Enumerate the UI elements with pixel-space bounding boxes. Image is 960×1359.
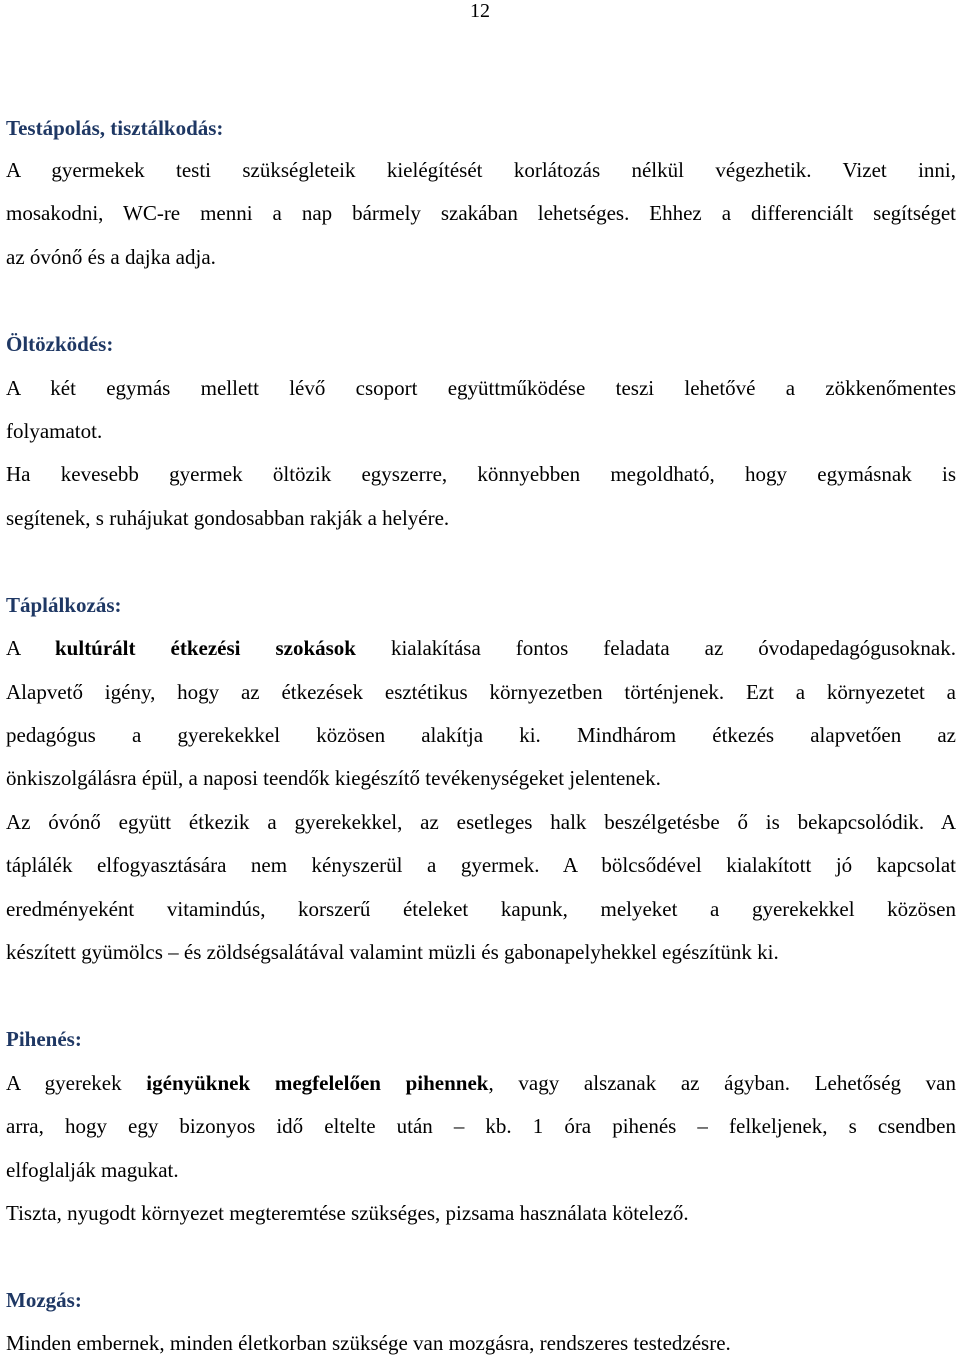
section-title-pihenes: Pihenés:	[6, 1027, 82, 1051]
text-segment: A	[6, 636, 55, 660]
paragraph-line: folyamatot.	[6, 419, 103, 443]
paragraph-line: pedagógus a gyerekekkel közösen alakítja ki. Mindhárom étkezés alapvetően az	[6, 723, 956, 747]
paragraph-line: eredményeként vitamindús, korszerű ételeket kapunk, melyeket a gyerekekkel közösen	[6, 897, 956, 921]
paragraph-line: Ha kevesebb gyermek öltözik egyszerre, könnyebben megoldható, hogy egymásnak is	[6, 462, 956, 486]
section-title-testapolas: Testápolás, tisztálkodás:	[6, 116, 224, 140]
text-segment: kialakítása fontos feladata az óvodapedagógusoknak.	[355, 636, 957, 660]
bold-phrase: kultúrált étkezési szokások	[55, 636, 356, 660]
text-segment: A gyerekek	[6, 1071, 147, 1095]
text-segment: , vagy alszanak az ágyban. Lehetőség van	[488, 1071, 956, 1095]
paragraph-line: A két egymás mellett lévő csoport együttműködése teszi lehetővé a zökkenőmentes	[6, 376, 956, 400]
paragraph-line	[6, 636, 956, 660]
paragraph-line: önkiszolgálásra épül, a naposi teendők kiegészítő tevékenységeket jelentenek.	[6, 766, 661, 790]
paragraph-line: A gyermekek testi szükségleteik kielégítését korlátozás nélkül végezhetik. Vizet inni,	[6, 158, 956, 182]
paragraph-line: elfoglalják magukat.	[6, 1158, 179, 1182]
paragraph-line	[6, 1071, 956, 1095]
page-number: 12	[470, 0, 490, 22]
bold-phrase: igényüknek megfelelően pihennek	[146, 1071, 489, 1095]
section-title-oltozkodes: Öltözködés:	[6, 332, 114, 356]
paragraph-line: arra, hogy egy bizonyos idő eltelte után – kb. 1 óra pihenés – felkeljenek, s csendben	[6, 1114, 956, 1138]
paragraph-line: Minden embernek, minden életkorban szüksége van mozgásra, rendszeres testedzésre.	[6, 1331, 731, 1355]
paragraph-line: Az óvónő együtt étkezik a gyerekekkel, az esetleges halk beszélgetésbe ő is bekapcsolódik. A	[6, 810, 956, 834]
paragraph-line: az óvónő és a dajka adja.	[6, 245, 216, 269]
paragraph-line: mosakodni, WC-re menni a nap bármely szakában lehetséges. Ehhez a differenciált segítséget	[6, 201, 956, 225]
paragraph-line: segítenek, s ruhájukat gondosabban rakják a helyére.	[6, 506, 450, 530]
paragraph-line: Tiszta, nyugodt környezet megteremtése szükséges, pizsama használata kötelező.	[6, 1201, 689, 1225]
section-title-mozgas: Mozgás:	[6, 1288, 82, 1312]
section-title-taplalkozas: Táplálkozás:	[6, 593, 122, 617]
paragraph-line: táplálék elfogyasztására nem kényszerül a gyermek. A bölcsődével kialakított jó kapcsolat	[6, 853, 956, 877]
paragraph-line: készített gyümölcs – és zöldségsalátával valamint müzli és gabonapelyhekkel egészítünk ki.	[6, 940, 779, 964]
paragraph-line: Alapvető igény, hogy az étkezések esztétikus környezetben történjenek. Ezt a környezetet a	[6, 680, 956, 704]
